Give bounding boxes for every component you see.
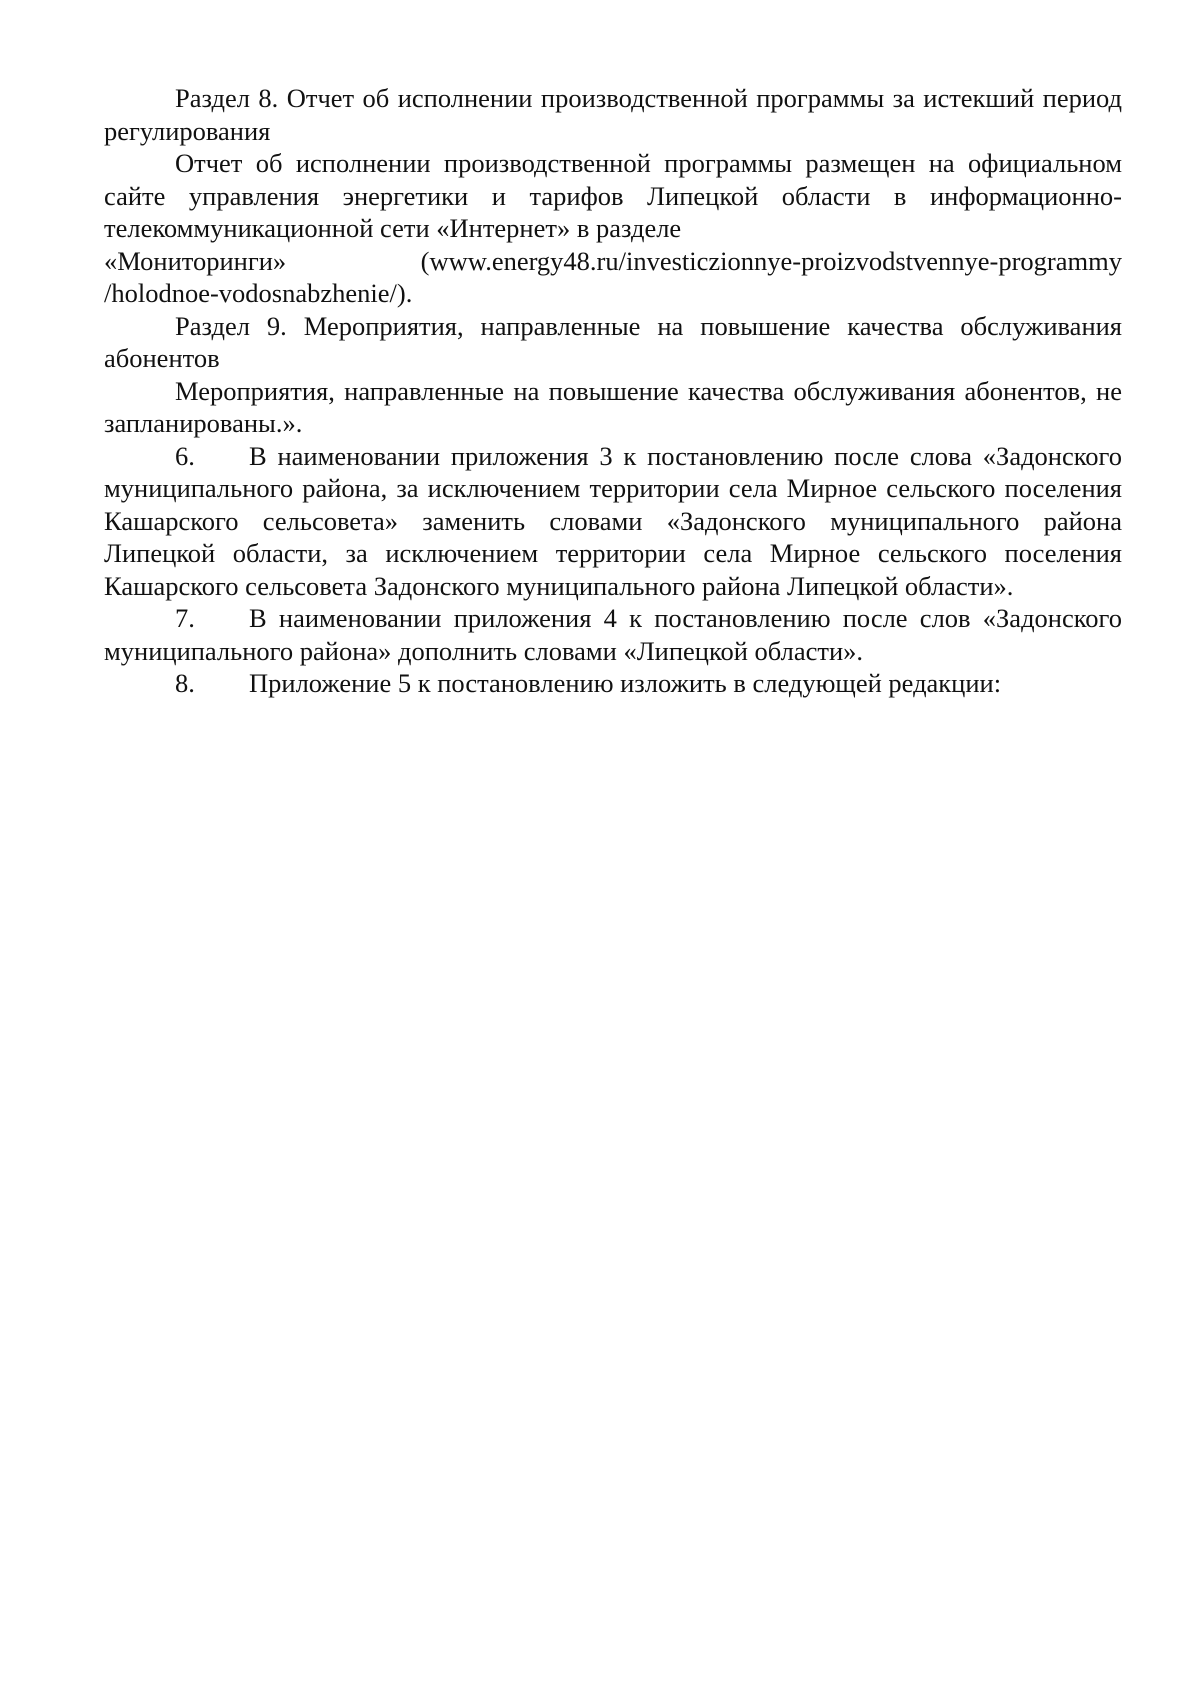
item-8-text: Приложение 5 к постановлению изложить в следующей редакции: — [249, 668, 1002, 698]
section-9-body: Мероприятия, направленные на повышение качества обслуживания абонентов, не запланированы.». — [104, 375, 1122, 438]
item-6-number: 6. — [175, 440, 195, 471]
item-6 — [104, 440, 1122, 603]
item-7-text: В наименовании приложения 4 к постановлению после слов «Задонского муниципального района» дополнить словами «Липецкой области». — [104, 603, 1122, 666]
item-8 — [104, 667, 1122, 700]
monitoring-label: «Мониторинги» — [104, 245, 287, 276]
section-8-body-text: Отчет об исполнении производственной программы размещен на официальном сайте управления энергетики и тарифов Липецкой области в информационно-телекоммуникационной сети «Интернет» в разделе — [104, 148, 1122, 243]
section-8-url-line — [104, 245, 1122, 278]
section-8-body — [104, 147, 1122, 245]
document-body — [104, 82, 1122, 700]
item-7 — [104, 602, 1122, 667]
report-url-part1: (www.energy48.ru/investiczionnye-proizvodstvennye-programmy — [420, 245, 1122, 276]
section-8-url-tail — [104, 277, 1122, 310]
item-8-number: 8. — [175, 668, 195, 698]
item-7-number: 7. — [175, 603, 195, 633]
section-9-heading: Раздел 9. Мероприятия, направленные на повышение качества обслуживания абонентов — [104, 310, 1122, 373]
item-6-text: В наименовании приложения 3 к постановлению после слова «Задонского муниципального района, за исключением территории села Мирное сельского поселения Кашарского сельсовета» заменить словами «Задонского муниципального района Липецкой области, за исключением территории села Мирное сельского поселения Кашарского сельсовета Задонского муниципального района Липецкой области». — [104, 440, 1122, 601]
report-url-part2: /holodnoe-vodosnabzhenie/). — [104, 278, 413, 308]
section-8-heading: Раздел 8. Отчет об исполнении производственной программы за истекший период регулирования — [104, 83, 1122, 146]
